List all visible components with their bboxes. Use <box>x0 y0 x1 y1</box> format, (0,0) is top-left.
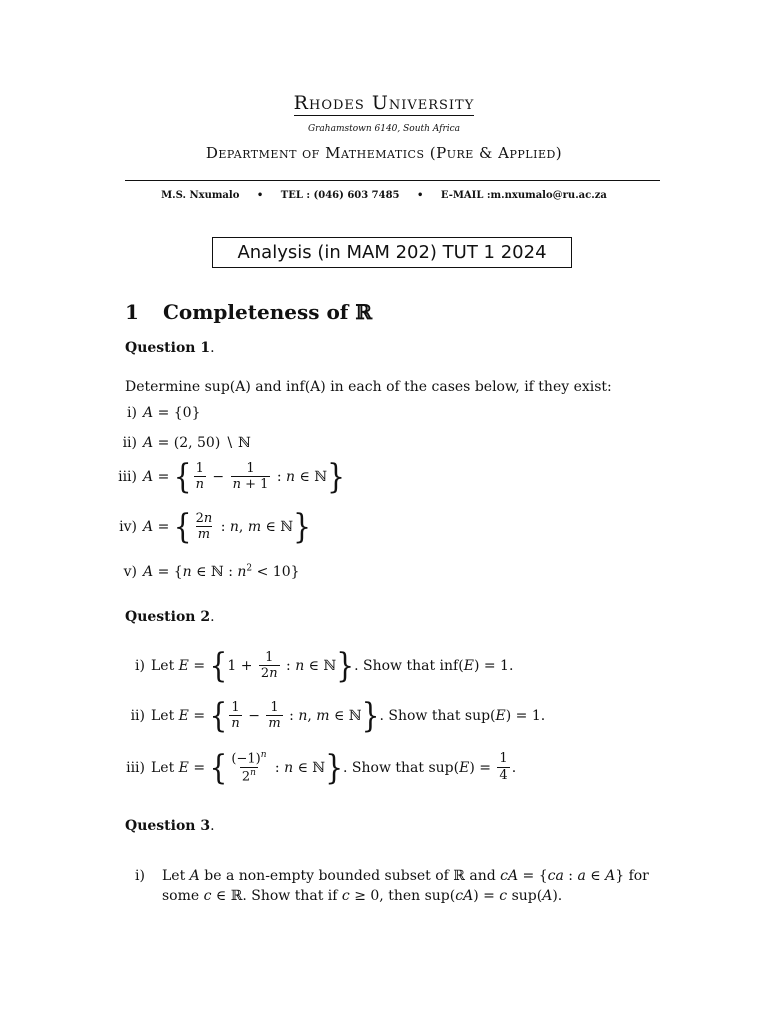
section-number: 1 <box>125 300 139 324</box>
question-2-heading: Question 2. <box>125 609 215 625</box>
contact-tel: TEL : (046) 603 7485 <box>280 190 400 201</box>
q1-item-4: iv) A = { $\frac{2n}{m}$ : n, m ∈ ℕ} <box>119 506 311 547</box>
bullet-separator: • <box>256 190 264 201</box>
q1-item-5: v) A = {n ∈ ℕ : $n^2 < 10$} <box>123 563 300 580</box>
question-1-intro: Determine sup(A) and inf(A) in each of the cases below, if they exist: <box>125 379 612 395</box>
q1-item-3: iii) A = { $\frac{1}{n}$ − $\frac{1}{n + 1}$ : n ∈ ℕ} <box>118 456 345 497</box>
bullet-separator: • <box>417 190 424 201</box>
contact-email: E-MAIL :m.nxumalo@ru.ac.za <box>440 190 607 201</box>
q3-item-1: i) Let A be a non-empty bounded subset of ℝ and cA = {ca : a ∈ A} for some c ∈ ℝ. Show that if c ≥ 0, then sup(cA) = c sup(A). <box>135 868 649 904</box>
contact-name: M.S. Nxumalo <box>161 190 240 201</box>
q2-item-1: i) Let E = {1 + $\frac{1}{2n}$ : n ∈ ℕ}. Show that inf(E) = 1. <box>135 645 514 686</box>
section-title: Completeness of ℝ <box>163 300 372 324</box>
q1-item-2: ii) A = (2, 50) ∖ ℕ <box>122 435 251 451</box>
contact-line <box>0 190 768 201</box>
q1-item-1: i) A = {0} <box>127 405 201 421</box>
q2-item-2: ii) Let E = { $\frac{1}{n}$ − $\frac{1}{m}$ : n, m ∈ ℕ}. Show that sup(E) = 1. <box>130 695 546 736</box>
q2-item-3: iii) Let E = { $\frac{(-1)^n}{2^n}$ : n ∈ ℕ}. Show that sup(E) = $\frac{1}{4}$ . <box>126 747 517 787</box>
university-name: Rhodes University <box>293 92 475 114</box>
question-3-heading: Question 3. <box>125 818 215 834</box>
question-1-heading: Question 1. <box>125 340 215 356</box>
section-heading <box>125 300 372 324</box>
header-rule <box>125 180 660 181</box>
tutorial-title: Analysis (in MAM 202) TUT 1 2024 <box>212 237 572 268</box>
department-name: Department of Mathematics (Pure & Applied) <box>205 144 563 162</box>
university-location: Grahamstown 6140, South Africa <box>307 124 461 134</box>
